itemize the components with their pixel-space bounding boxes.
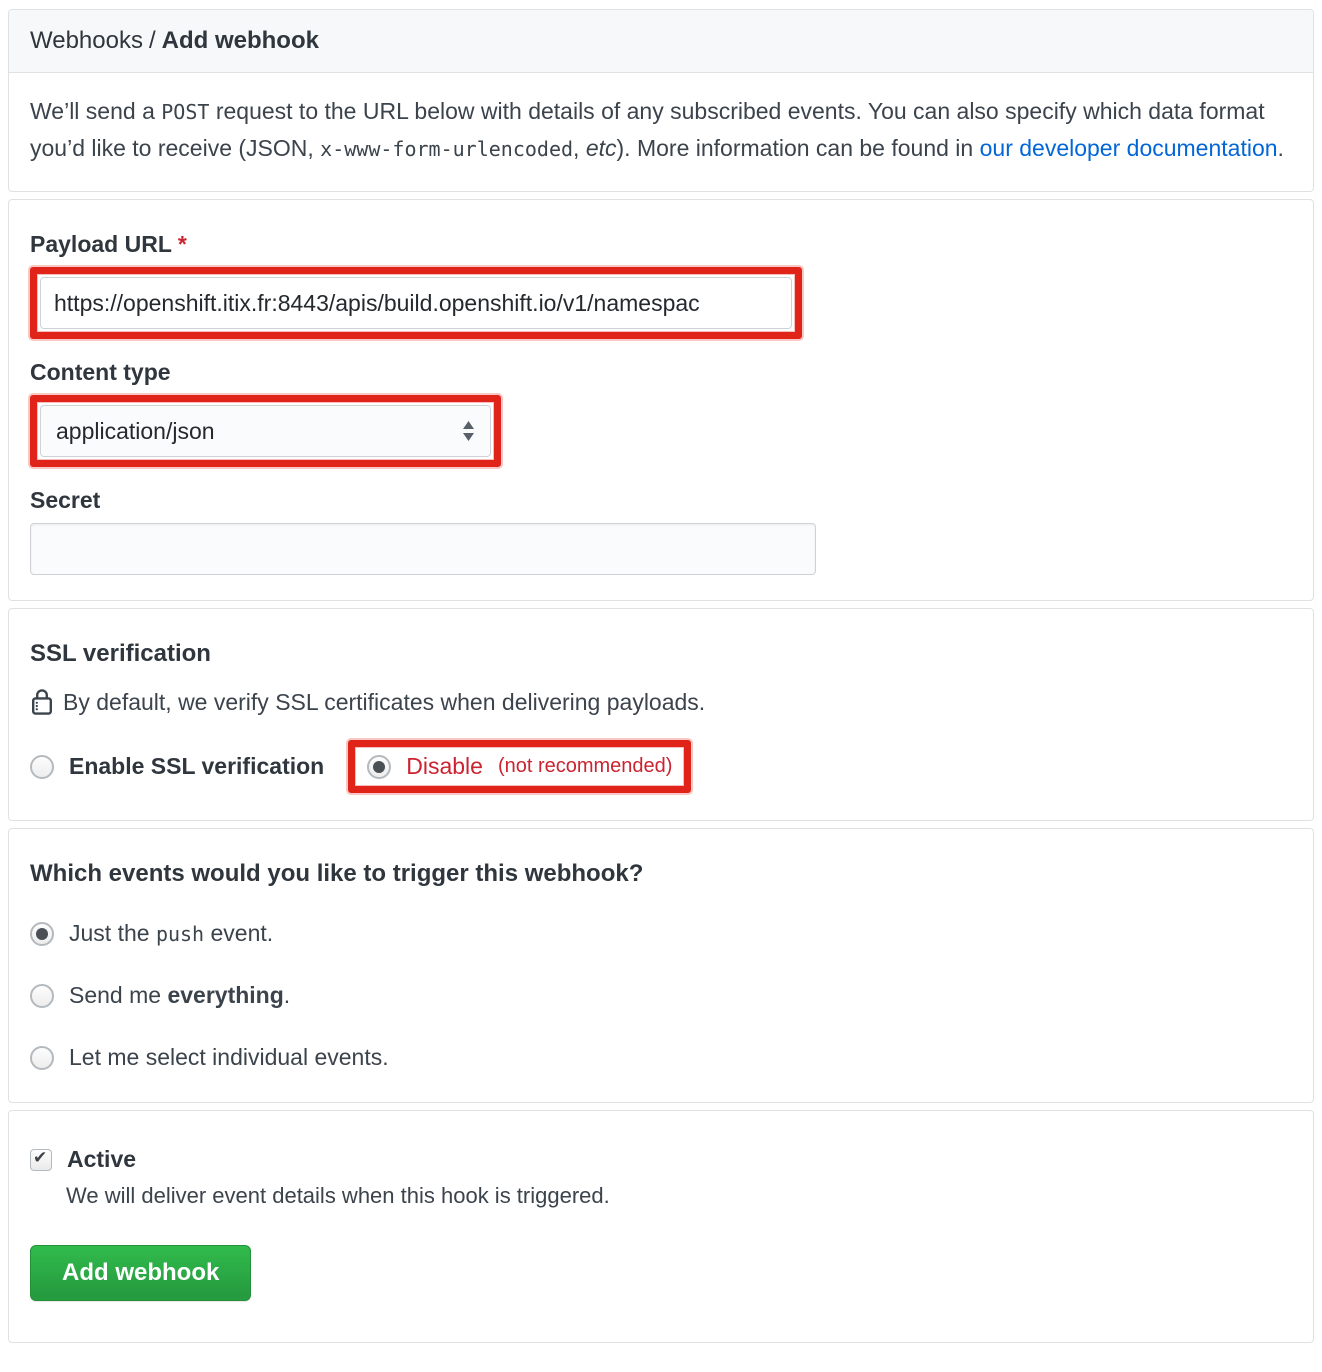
- intro-etc: etc: [585, 135, 617, 161]
- intro-text: [9, 73, 1313, 191]
- secret-group: [30, 487, 1292, 575]
- radio-unchecked-icon[interactable]: [30, 984, 54, 1008]
- breadcrumb-webhooks[interactable]: Webhooks: [30, 27, 143, 54]
- payload-url-group: [30, 231, 1292, 339]
- header-box: [8, 9, 1314, 192]
- breadcrumb-separator: /: [148, 27, 156, 54]
- radio-unchecked-icon[interactable]: [30, 755, 54, 779]
- event-option-individual[interactable]: [30, 1044, 1292, 1071]
- secret-input[interactable]: [30, 523, 816, 575]
- events-section: [8, 828, 1314, 1103]
- secret-label: Secret: [30, 487, 101, 513]
- event-option-push[interactable]: [30, 920, 1292, 947]
- required-asterisk: *: [177, 231, 187, 257]
- content-type-group: [30, 359, 1292, 467]
- events-heading: Which events would you like to trigger this webhook?: [30, 860, 644, 887]
- intro-part1: We’ll send a: [30, 98, 162, 124]
- breadcrumb: [9, 10, 1313, 73]
- active-checkbox-row[interactable]: [30, 1146, 1292, 1173]
- disable-ssl-note: (not recommended): [497, 755, 673, 777]
- ssl-note-row: [30, 688, 1292, 716]
- ssl-heading: SSL verification: [30, 640, 211, 667]
- breadcrumb-add-webhook: Add webhook: [161, 27, 319, 54]
- payload-url-red-annotation: [30, 267, 802, 339]
- checkbox-checked-icon[interactable]: [30, 1149, 52, 1171]
- add-webhook-button[interactable]: Add webhook: [30, 1245, 251, 1301]
- payload-url-input[interactable]: [40, 277, 792, 329]
- post-code: POST: [161, 100, 210, 124]
- radio-unchecked-icon[interactable]: [30, 1046, 54, 1070]
- event-everything-label: Send me everything.: [69, 982, 291, 1008]
- enable-ssl-label: Enable SSL verification: [69, 753, 325, 779]
- ssl-note-text: By default, we verify SSL certificates when delivering payloads.: [63, 688, 706, 715]
- payload-url-label: [30, 231, 1292, 258]
- ssl-verification-section: [8, 608, 1314, 821]
- activation-section: [8, 1110, 1314, 1343]
- content-type-red-annotation: [30, 395, 501, 467]
- disable-ssl-radio-option[interactable]: [367, 753, 672, 780]
- active-label: Active: [67, 1146, 137, 1172]
- event-option-everything[interactable]: [30, 982, 1292, 1009]
- radio-checked-icon[interactable]: [30, 922, 54, 946]
- radio-checked-icon[interactable]: [367, 755, 391, 779]
- lock-icon: [30, 688, 54, 716]
- enable-ssl-radio-option[interactable]: [30, 753, 324, 780]
- event-individual-label: Let me select individual events.: [69, 1044, 389, 1070]
- ssl-radio-row: [30, 740, 1292, 793]
- intro-part3: ,: [573, 135, 586, 161]
- content-type-label: Content type: [30, 359, 171, 385]
- active-description: We will deliver event details when this hook is triggered.: [66, 1183, 610, 1208]
- urlencoded-code: x-www-form-urlencoded: [320, 137, 574, 161]
- payload-url-label-text: Payload URL: [30, 231, 172, 257]
- disable-ssl-label: Disable: [406, 753, 483, 779]
- webhook-form-box: [8, 199, 1314, 601]
- intro-part2: request to the URL below with details of any subscribed events. You can also specify which data format you’d like to receive (JSON,: [30, 98, 1265, 161]
- intro-part4: ). More information can be found in: [616, 135, 980, 161]
- intro-part5: .: [1277, 135, 1284, 161]
- select-updown-arrows-icon: [461, 419, 476, 443]
- developer-documentation-link[interactable]: our developer documentation: [979, 135, 1278, 161]
- push-code: push: [155, 922, 205, 946]
- content-type-select[interactable]: application/json: [40, 405, 491, 457]
- disable-ssl-red-annotation: [348, 740, 691, 793]
- event-push-label: Just the push event.: [69, 920, 274, 946]
